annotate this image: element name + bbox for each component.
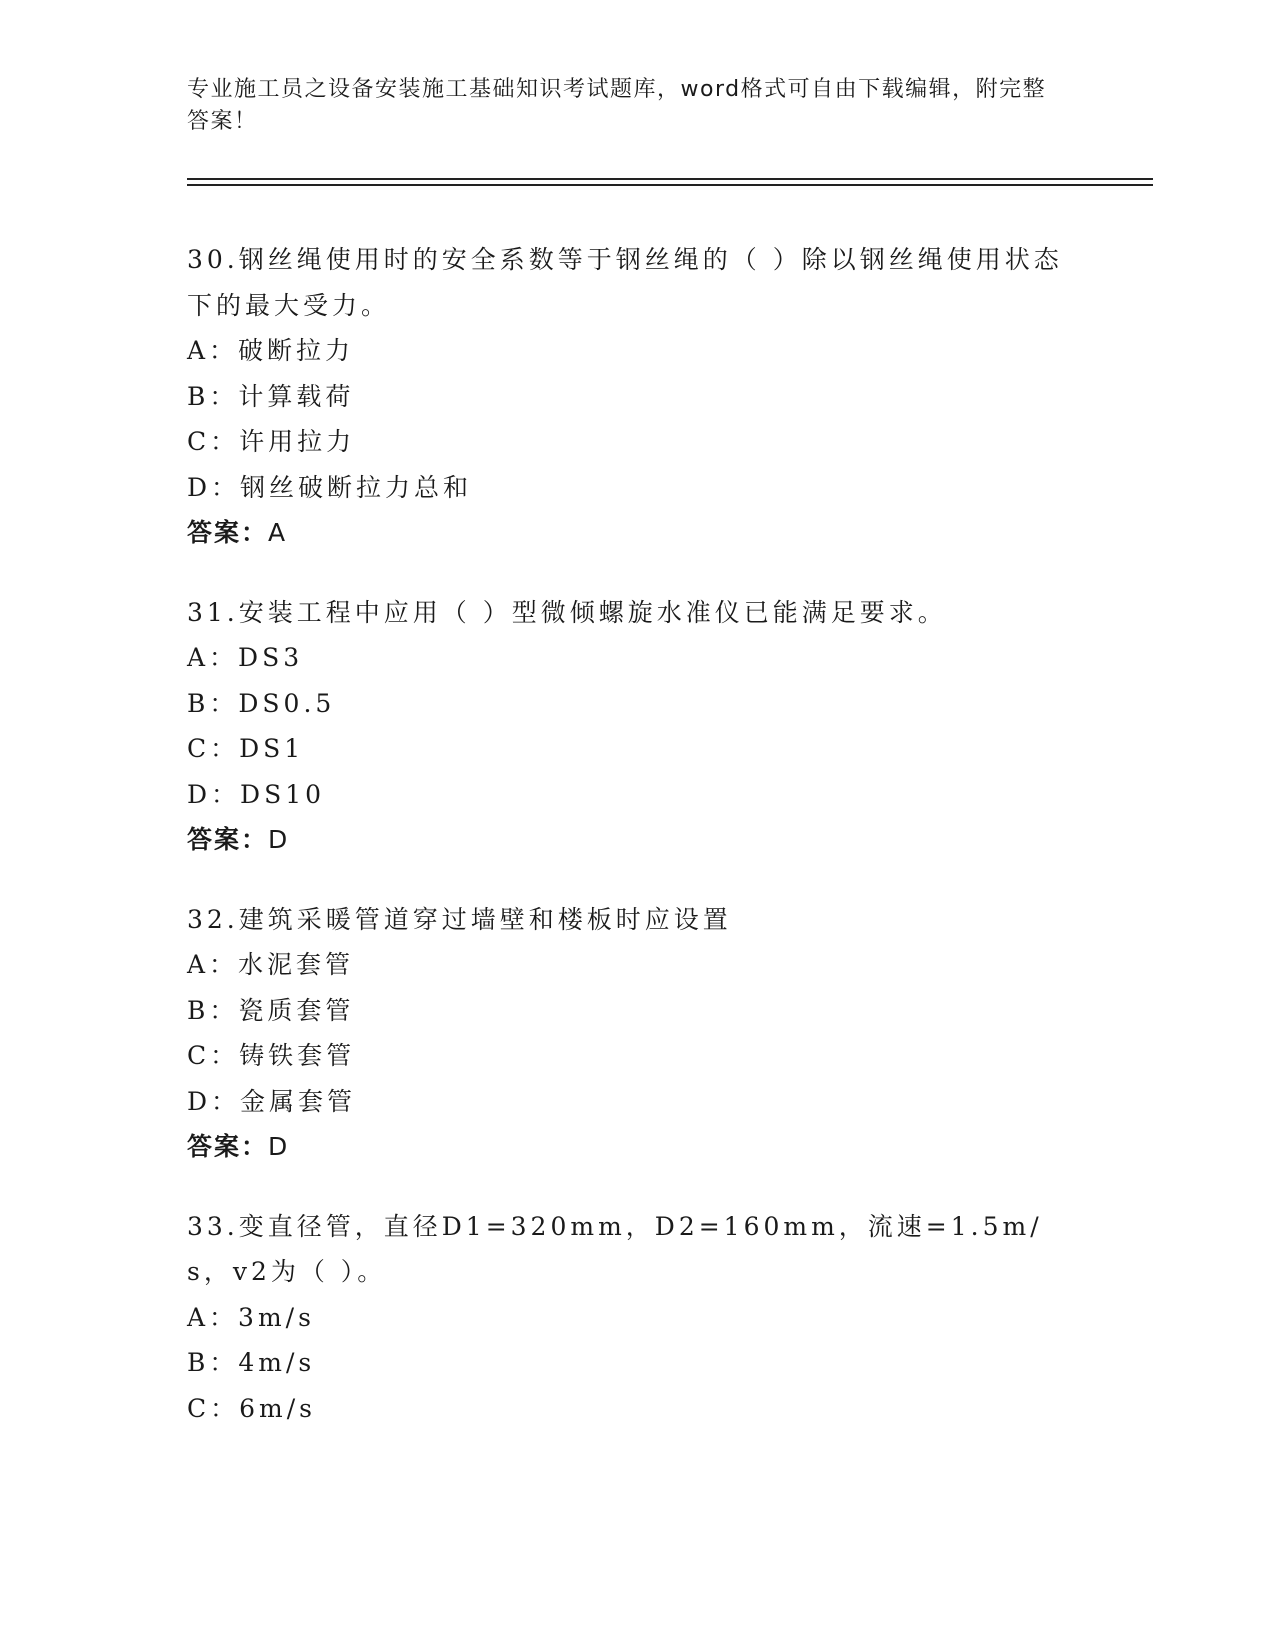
answer-line bbox=[187, 510, 1087, 556]
option-c: C：铸铁套管 bbox=[187, 1041, 356, 1070]
header-divider-top bbox=[187, 178, 1153, 180]
option-a: A：3m/s bbox=[187, 1302, 315, 1332]
question-32 bbox=[187, 897, 1087, 1170]
option-c: C：DS1 bbox=[187, 734, 305, 763]
question-33 bbox=[187, 1204, 1087, 1432]
option-b: B：4m/s bbox=[187, 1348, 316, 1377]
option-b: B：瓷质套管 bbox=[187, 995, 355, 1025]
question-30 bbox=[187, 237, 1087, 556]
answer-line bbox=[187, 1124, 1087, 1170]
header-divider-bottom bbox=[187, 184, 1153, 186]
option-b: B：计算载荷 bbox=[187, 381, 355, 411]
question-31 bbox=[187, 590, 1087, 863]
question-stem: 33.变直径管，直径D1=320mm，D2=160mm，流速=1.5m/s，v2为（ ）。 bbox=[187, 1211, 1043, 1286]
answer-value: D bbox=[268, 1132, 290, 1161]
question-stem: 32.建筑采暖管道穿过墙壁和楼板时应设置 bbox=[187, 904, 732, 934]
document-header: 专业施工员之设备安装施工基础知识考试题库，word格式可自由下载编辑，附完整答案！ bbox=[187, 77, 1047, 134]
answer-value: D bbox=[268, 825, 290, 854]
answer-label: 答案： bbox=[187, 1132, 269, 1161]
option-d: D：金属套管 bbox=[187, 1086, 357, 1116]
option-d: D：DS10 bbox=[187, 779, 326, 809]
question-stem: 31.安装工程中应用（ ）型微倾螺旋水准仪已能满足要求。 bbox=[187, 597, 947, 627]
option-a: A：水泥套管 bbox=[187, 950, 355, 979]
option-c: C：6m/s bbox=[187, 1393, 316, 1423]
answer-value: A bbox=[268, 518, 288, 547]
option-a: A：DS3 bbox=[187, 643, 304, 672]
option-a: A：破断拉力 bbox=[187, 336, 355, 365]
answer-label: 答案： bbox=[187, 825, 269, 854]
option-c: C：许用拉力 bbox=[187, 427, 356, 456]
question-list bbox=[187, 237, 1087, 1465]
option-b: B：DS0.5 bbox=[187, 688, 336, 718]
answer-line bbox=[187, 817, 1087, 863]
answer-label: 答案： bbox=[187, 518, 269, 547]
question-stem: 30.钢丝绳使用时的安全系数等于钢丝绳的（ ）除以钢丝绳使用状态下的最大受力。 bbox=[187, 245, 1063, 320]
option-d: D：钢丝破断拉力总和 bbox=[187, 472, 473, 502]
